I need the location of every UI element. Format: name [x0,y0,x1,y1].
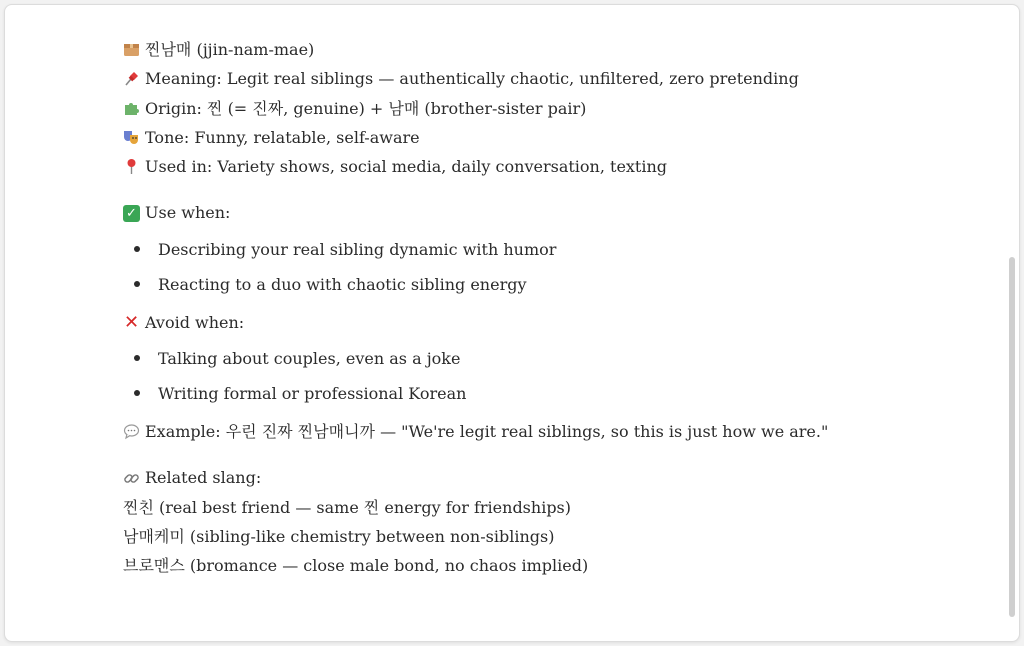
use-when-label: Use when: [145,203,231,223]
term-line [123,35,983,64]
pushpin-icon [123,70,140,87]
list-item: Writing formal or professional Korean [123,376,983,411]
avoid-when-heading [123,308,983,337]
example-line [123,417,983,446]
avoid-when-label: Avoid when: [145,312,245,332]
example-text: Example: 우린 진짜 찐남매니까 — "We're legit real siblings, so this is just how we are." [145,422,829,442]
scrollbar[interactable] [1009,257,1015,617]
list-item: Talking about couples, even as a joke [123,341,983,376]
link-icon [123,470,140,487]
list-item: Reacting to a duo with chaotic sibling energy [123,267,983,302]
speech-bubble-icon [123,423,140,440]
slang-entry [123,35,983,581]
note-card [4,4,1020,642]
cross-mark-icon: ✕ [123,311,140,333]
puzzle-piece-icon [123,100,140,117]
use-when-list [123,232,983,302]
list-item: Describing your real sibling dynamic with humor [123,232,983,267]
round-pushpin-icon [123,158,140,175]
related-label: Related slang: [145,468,262,488]
related-heading [123,463,983,492]
avoid-when-list [123,341,983,411]
use-when-heading [123,198,983,227]
related-item: 남매케미 (sibling-like chemistry between non-siblings) [123,526,555,546]
used-in-text: Used in: Variety shows, social media, daily conversation, texting [145,157,668,177]
tone-line [123,123,983,152]
origin-line [123,94,983,123]
check-mark-button-icon: ✓ [123,205,140,222]
theater-masks-icon [123,129,140,146]
package-icon [123,41,140,58]
meaning-text: Meaning: Legit real siblings — authentically chaotic, unfiltered, zero pretending [145,69,799,89]
term-text: 찐남매 (jjin-nam-mae) [145,40,315,59]
related-item: 브로맨스 (bromance — close male bond, no chaos implied) [123,556,589,576]
used-in-line [123,152,983,181]
related-item: 찐친 (real best friend — same 찐 energy for friendships) [123,497,572,517]
tone-text: Tone: Funny, relatable, self-aware [145,127,420,147]
meaning-line [123,64,983,93]
origin-text: Origin: 찐 (= 진짜, genuine) + 남매 (brother-sister pair) [145,98,587,118]
